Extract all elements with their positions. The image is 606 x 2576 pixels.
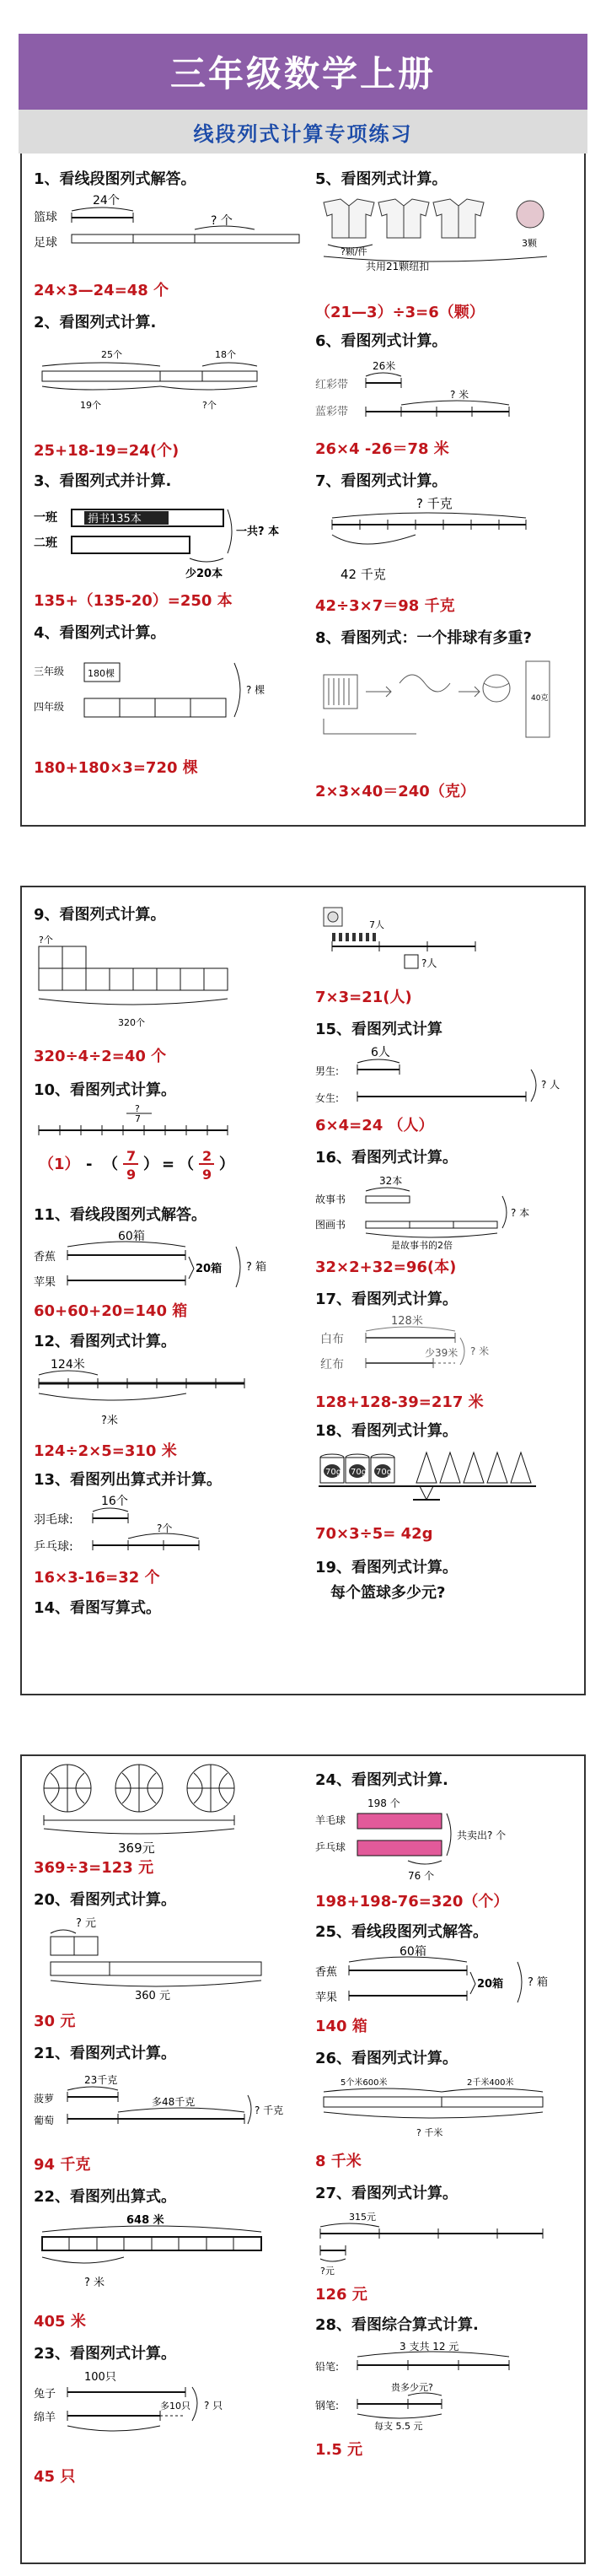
question-6-title: 6、看图列式计算。 — [315, 332, 448, 350]
diagram-label: 二班 — [34, 536, 57, 550]
question-22-answer: 405 米 — [34, 2313, 86, 2331]
diagram-label: 一共? 本 — [236, 525, 280, 538]
diagram-label: 315元 — [349, 2212, 376, 2223]
diagram-label: ? — [135, 1103, 140, 1114]
question-12-answer: 124÷2×5=310 米 — [34, 1442, 177, 1460]
diagram-label: 128米 — [391, 1315, 423, 1328]
diagram-label: 7 — [126, 1148, 137, 1164]
diagram-label: 三年级 — [34, 666, 65, 677]
question-1-title: 1、看线段图列式解答。 — [34, 170, 196, 188]
diagram-label: ） — [219, 1156, 234, 1173]
diagram-label: 70g — [376, 1468, 393, 1477]
question-17-answer: 128+128-39=217 米 — [315, 1393, 484, 1411]
question-7-title: 7、看图列式计算。 — [315, 472, 448, 490]
question-15-title: 15、看图列式计算 — [315, 1021, 443, 1038]
diagram-label: 32本 — [379, 1175, 403, 1187]
diagram-label: 2千米400米 — [467, 2078, 514, 2088]
diagram-label: 菠萝 — [34, 2093, 55, 2104]
question-22-title: 22、看图列出算式。 — [34, 2188, 177, 2206]
question-13-title: 13、看图列出算式并计算。 — [34, 1471, 223, 1489]
diagram-label: 多10只 — [160, 2401, 190, 2412]
question-5-answer: （21—3）÷3=6（颗） — [315, 304, 485, 321]
diagram-label: 42 千克 — [341, 567, 386, 582]
question-18-diagram — [315, 1446, 568, 1513]
question-9-title: 9、看图列式计算。 — [34, 906, 166, 924]
diagram-label: ? 只 — [204, 2400, 223, 2412]
diagram-label: 18个 — [215, 349, 236, 360]
diagram-label: 图画书 — [315, 1219, 346, 1231]
question-8-diagram — [315, 658, 568, 751]
diagram-label: 124米 — [51, 1358, 85, 1372]
diagram-label: ? 本 — [511, 1207, 530, 1219]
question-12-diagram — [34, 1356, 287, 1432]
diagram-label: ?个 — [202, 400, 217, 411]
diagram-label: 20箱 — [196, 1263, 223, 1275]
question-16-title: 16、看图列式计算。 — [315, 1149, 459, 1167]
question-4-title: 4、看图列式计算。 — [34, 624, 166, 642]
question-3-title: 3、看图列式并计算. — [34, 472, 172, 490]
question-23-title: 23、看图列式计算。 — [34, 2345, 177, 2363]
diagram-label: 360 元 — [135, 1990, 170, 2002]
diagram-label: 葡萄 — [34, 2115, 55, 2126]
diagram-label: ? 箱 — [528, 1976, 549, 1989]
label-football: 足球 — [34, 236, 57, 250]
question-7-diagram — [315, 494, 568, 587]
question-11-title: 11、看线段图列式解答。 — [34, 1206, 207, 1224]
diagram-label: ? 元 — [76, 1917, 97, 1930]
diagram-label: ? 米 — [450, 389, 469, 401]
question-17-title: 17、看图列式计算。 — [315, 1291, 459, 1308]
diagram-label: ? 千米 — [416, 2127, 443, 2138]
question-5-title: 5、看图列式计算。 — [315, 170, 448, 188]
question-18-title: 18、看图列式计算。 — [315, 1422, 459, 1440]
diagram-label: 是故事书的2倍 — [391, 1240, 453, 1251]
question-2-answer: 25+18-19=24(个) — [34, 442, 180, 460]
diagram-label: （1） — [39, 1156, 80, 1173]
diagram-label: 红布 — [320, 1358, 344, 1372]
diagram-label: 一班 — [34, 511, 57, 525]
question-10-title: 10、看图列式计算。 — [34, 1081, 177, 1099]
diagram-label: 5个米600米 — [341, 2078, 388, 2088]
diagram-label: 100只 — [84, 2371, 116, 2384]
question-6-answer: 26×4 -26＝78 米 — [315, 440, 449, 458]
diagram-label: ? 米 — [84, 2277, 105, 2289]
diagram-label: 香蕉 — [34, 1251, 56, 1264]
diagram-label: 少39米 — [425, 1347, 459, 1359]
question-27-title: 27、看图列式计算。 — [315, 2185, 459, 2202]
question-2-title: 2、看图列式计算. — [34, 314, 157, 331]
question-9-diagram — [34, 933, 287, 1034]
question-14-diagram — [315, 903, 568, 978]
diagram-label: ? 人 — [541, 1079, 560, 1091]
question-26-title: 26、看图列式计算。 — [315, 2050, 459, 2067]
diagram-label: 3颗 — [522, 238, 537, 249]
question-13-diagram — [34, 1493, 287, 1560]
diagram-label: ?个 — [39, 935, 53, 946]
diagram-label: 乒乓球: — [34, 1540, 73, 1554]
question-9-answer: 320÷4÷2=40 个 — [34, 1048, 167, 1065]
question-18-answer: 70×3÷5= 42g — [315, 1525, 433, 1543]
diagram-label: 少20本 — [185, 568, 223, 580]
question-27-answer: 126 元 — [315, 2286, 367, 2304]
diagram-label: 16个 — [101, 1495, 128, 1508]
question-4-diagram — [34, 649, 295, 734]
question-15-diagram — [315, 1044, 568, 1112]
diagram-label: 多48千克 — [152, 2096, 196, 2108]
diagram-label: ?米 — [101, 1415, 118, 1427]
question-19-subtext: 每个篮球多少元? — [330, 1584, 446, 1602]
question-16-answer: 32×2+32=96(本) — [315, 1258, 457, 1276]
diagram-label: 白布 — [320, 1333, 344, 1346]
diagram-label: ?人 — [421, 957, 437, 969]
diagram-label: 25个 — [101, 349, 122, 360]
question-14-title: 14、看图写算式。 — [34, 1599, 162, 1617]
diagram-label: 19个 — [80, 400, 101, 411]
question-20-answer: 30 元 — [34, 2013, 76, 2030]
diagram-label: 24个 — [93, 194, 120, 207]
diagram-label: 6人 — [371, 1046, 390, 1059]
diagram-label: ?元 — [320, 2266, 335, 2277]
question-26-answer: 8 千米 — [315, 2153, 362, 2170]
question-6-diagram — [315, 358, 568, 425]
question-5-diagram — [315, 196, 568, 272]
question-3-answer: 135+（135-20）=250 本 — [34, 592, 233, 610]
diagram-label: 7 — [135, 1113, 141, 1124]
diagram-label: 26米 — [373, 360, 396, 372]
question-3-diagram — [34, 503, 295, 579]
question-15-answer: 6×4=24 （人） — [315, 1117, 434, 1134]
diagram-label: 198 个 — [367, 1797, 400, 1809]
diagram-label: ?个 — [157, 1522, 173, 1534]
diagram-label: 60箱 — [400, 1945, 426, 1959]
diagram-label: 76 个 — [408, 1870, 435, 1882]
page-subtitle: 线段列式计算专项练习 — [19, 110, 587, 154]
diagram-label: 9 — [126, 1167, 137, 1183]
question-24-title: 24、看图列式计算. — [315, 1771, 448, 1789]
diagram-label: 共卖出? 个 — [457, 1830, 507, 1841]
diagram-label: 70g — [325, 1468, 342, 1477]
question-25-answer: 140 箱 — [315, 2018, 367, 2035]
diagram-label: 铅笔: — [315, 2361, 340, 2373]
diagram-label: 蓝彩带 — [315, 406, 349, 418]
diagram-label: 7人 — [369, 919, 384, 930]
diagram-label: 女生: — [315, 1092, 340, 1104]
question-1-answer: 24×3—24=48 个 — [34, 282, 169, 299]
diagram-label: 648 米 — [126, 2214, 164, 2227]
question-26-diagram — [315, 2075, 568, 2142]
diagram-label: ? 千克 — [416, 496, 453, 511]
question-4-answer: 180+180×3=720 棵 — [34, 759, 198, 777]
diagram-label: 20箱 — [477, 1978, 504, 1991]
diagram-label: 钢笔: — [315, 2400, 340, 2412]
question-16-diagram — [315, 1172, 568, 1251]
diagram-label: 320个 — [118, 1017, 145, 1028]
diagram-label: 369元 — [118, 1840, 155, 1856]
diagram-label: ） — [143, 1156, 158, 1173]
diagram-label: 3 支共 12 元 — [400, 2341, 459, 2352]
question-22-diagram — [34, 2212, 295, 2296]
diagram-label: 兔子 — [34, 2388, 56, 2401]
diagram-label: ? 棵 — [246, 684, 265, 696]
question-20-diagram — [34, 1915, 287, 2002]
diagram-label: - — [86, 1156, 93, 1173]
label-basketball: 篮球 — [34, 211, 57, 224]
question-8-answer: 2×3×40＝240（克） — [315, 783, 475, 800]
diagram-label: 苹果 — [315, 1991, 338, 2004]
diagram-label: 40克 — [531, 694, 549, 703]
question-19-answer: 369÷3=123 元 — [34, 1859, 154, 1877]
diagram-label: 四年级 — [34, 701, 65, 713]
diagram-label: （ — [179, 1156, 194, 1173]
diagram-label: ? 米 — [470, 1345, 490, 1357]
question-24-answer: 198+198-76=320（个） — [315, 1893, 509, 1910]
question-10-diagram — [34, 1102, 287, 1194]
question-2-diagram — [34, 339, 287, 415]
diagram-label: 共用21颗纽扣 — [366, 261, 430, 272]
question-21-answer: 94 千克 — [34, 2156, 91, 2174]
diagram-label: 羽毛球: — [34, 1513, 73, 1527]
diagram-label: = — [162, 1156, 175, 1173]
diagram-label: 70g — [351, 1468, 367, 1477]
diagram-label: 男生: — [315, 1065, 340, 1077]
diagram-label: 香蕉 — [315, 1966, 338, 1979]
question-25-title: 25、看线段图列式解答。 — [315, 1923, 489, 1941]
question-8-title: 8、看图列式：一个排球有多重? — [315, 629, 532, 647]
question-13-answer: 16×3-16=32 个 — [34, 1569, 160, 1587]
diagram-label: 9 — [202, 1167, 212, 1183]
question-27-diagram — [315, 2210, 568, 2277]
diagram-label: 180棵 — [88, 668, 115, 679]
question-11-answer: 60+60+20=140 箱 — [34, 1302, 188, 1320]
diagram-label: 绵羊 — [34, 2412, 56, 2424]
question-11-diagram — [34, 1230, 287, 1297]
question-21-diagram — [34, 2072, 295, 2148]
question-23-answer: 45 只 — [34, 2468, 76, 2486]
question-7-answer: 42÷3×7＝98 千克 — [315, 597, 455, 615]
question-14-answer: 7×3=21(人) — [315, 989, 412, 1006]
page-title: 三年级数学上册 — [19, 34, 587, 110]
diagram-label: ? 箱 — [246, 1261, 267, 1274]
question-28-answer: 1.5 元 — [315, 2441, 363, 2459]
diagram-label: 23千克 — [84, 2074, 118, 2086]
question-17-diagram — [315, 1312, 568, 1380]
question-21-title: 21、看图列式计算。 — [34, 2045, 177, 2062]
question-23-diagram — [34, 2369, 295, 2453]
diagram-label: 2 — [202, 1148, 212, 1164]
diagram-label: 乒乓球 — [315, 1841, 346, 1853]
diagram-label: 60箱 — [118, 1230, 145, 1243]
question-28-title: 28、看图综合算式计算. — [315, 2316, 479, 2334]
diagram-label: 贵多少元? — [391, 2382, 433, 2393]
diagram-label: 红彩带 — [315, 379, 349, 391]
question-12-title: 12、看图列式计算。 — [34, 1333, 177, 1350]
diagram-label: 苹果 — [34, 1276, 56, 1289]
diagram-label: 故事书 — [315, 1194, 346, 1205]
diagram-label: 羊毛球 — [315, 1814, 346, 1826]
diagram-label: 捐书135本 — [88, 513, 142, 525]
question-19-title: 19、看图列式计算。 — [315, 1559, 459, 1576]
question-19-diagram — [34, 1763, 287, 1856]
question-20-title: 20、看图列式计算。 — [34, 1891, 177, 1909]
diagram-label: 每支 5.5 元 — [374, 2421, 423, 2432]
question-28-diagram — [315, 2340, 568, 2433]
question-25-diagram — [315, 1945, 568, 2013]
diagram-label: （ — [103, 1156, 118, 1173]
question-1-diagram — [34, 192, 287, 260]
diagram-label: ? 千克 — [255, 2104, 284, 2116]
question-24-diagram — [315, 1797, 568, 1881]
diagram-label: ? 个 — [211, 214, 233, 228]
diagram-label: ?颗/件 — [341, 246, 367, 257]
